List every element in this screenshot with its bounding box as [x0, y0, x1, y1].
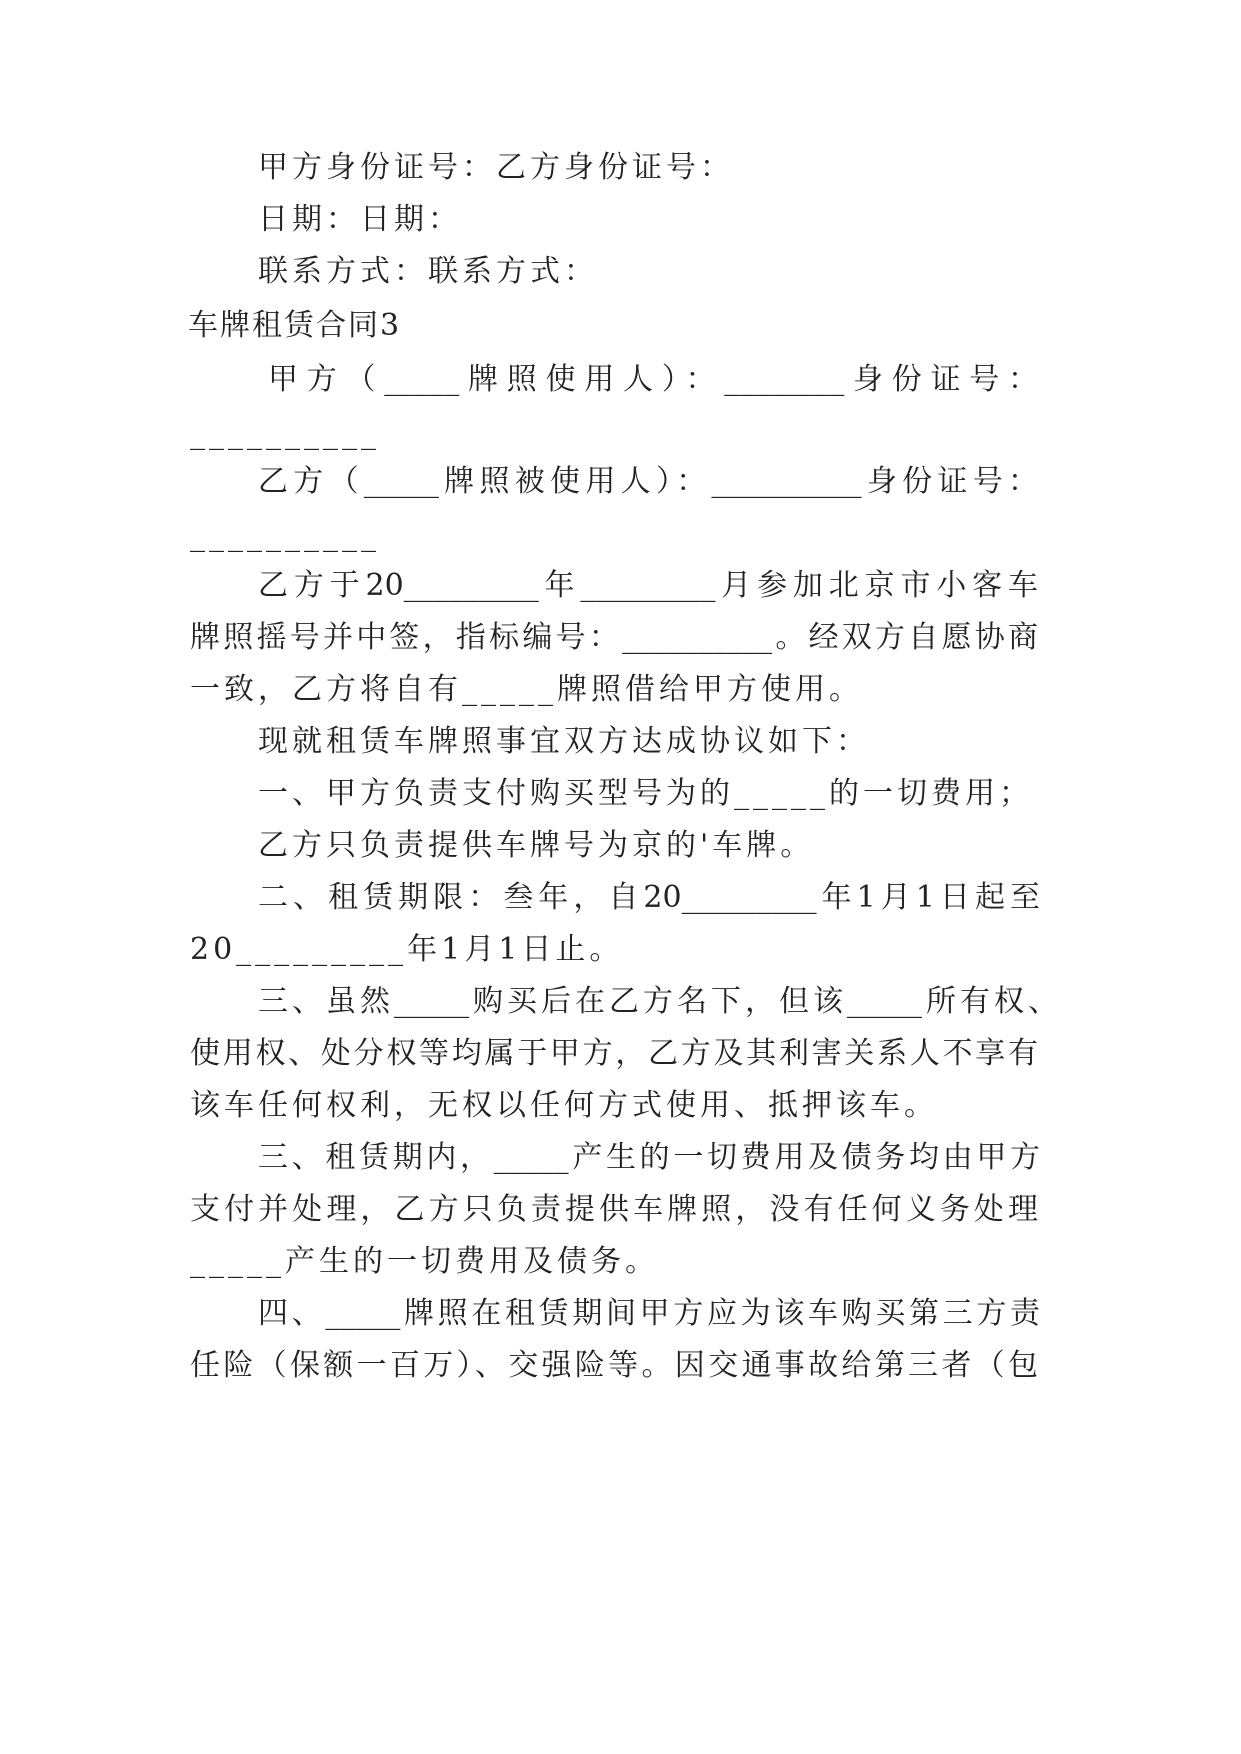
- text-line: 乙方于20_________年_________月参加北京市小客车: [258, 568, 1038, 603]
- text-line: 使用权、处分权等均属于甲方，乙方及其利害关系人不享有: [190, 1036, 1038, 1071]
- text-line: 一、甲方负责支付购买型号为的_____的一切费用；: [258, 776, 1033, 811]
- text-line: 四、_____牌照在租赁期间甲方应为该车购买第三方责: [258, 1296, 1040, 1331]
- text-line: 乙方只负责提供车牌号为京的'车牌。: [258, 828, 815, 863]
- text-line: 三、租赁期内，_____产生的一切费用及债务均由甲方: [258, 1140, 1040, 1175]
- text-line: 联系方式：联系方式：: [258, 254, 598, 289]
- text-line: __________: [190, 518, 380, 553]
- text-line: 任险（保额一百万）、交强险等。因交通事故给第三者（包: [190, 1348, 1038, 1383]
- text-line: 一致，乙方将自有_____牌照借给甲方使用。: [190, 672, 863, 707]
- text-line: __________: [190, 416, 380, 451]
- text-line: 牌照摇号并中签，指标编号：__________。经双方自愿协商: [190, 620, 1038, 655]
- text-line: 乙方（_____牌照被使用人）：__________身份证号：: [258, 464, 1038, 499]
- text-line: 该车任何权利，无权以任何方式使用、抵押该车。: [190, 1088, 938, 1123]
- text-line: 三、虽然_____购买后在乙方名下，但该_____所有权、: [258, 984, 1058, 1019]
- text-line: 日期：日期：: [258, 202, 462, 237]
- section-heading: 车牌租赁合同3: [188, 308, 402, 343]
- text-line: 20_________年1月1日止。: [190, 932, 624, 967]
- text-line: 现就租赁车牌照事宜双方达成协议如下：: [258, 724, 870, 759]
- text-line: 支付并处理，乙方只负责提供车牌照，没有任何义务处理: [190, 1192, 1038, 1227]
- text-line: 二、租赁期限：叁年，自20_________年1月1日起至: [258, 880, 1040, 915]
- text-line: 甲方（_____牌照使用人）：________身份证号：: [268, 362, 1038, 397]
- text-line: _____产生的一切费用及债务。: [190, 1244, 659, 1279]
- text-line: 甲方身份证号：乙方身份证号：: [258, 150, 734, 185]
